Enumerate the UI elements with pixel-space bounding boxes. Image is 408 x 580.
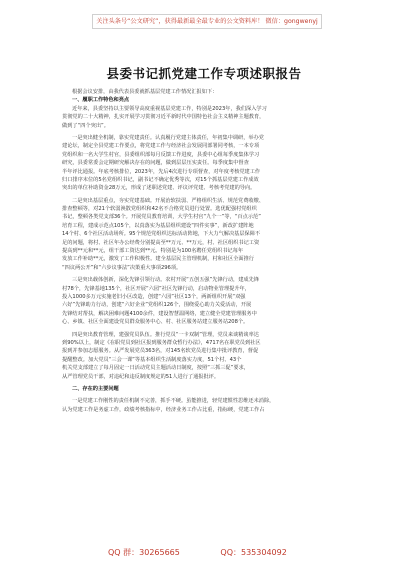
point-line: 足的问题，将村、社区年办公经费分别提高至**万元、**万元，村、社区组织书记工资 bbox=[62, 239, 260, 246]
point-line: “四议两公开”和“六步议事法”决策重大事项296项。 bbox=[62, 264, 182, 271]
point-line: 半年评比通报。年底考核排位，2023年，先后4次进行专项督查，对年度考核党建工作 bbox=[62, 168, 261, 175]
paragraph-line: 贯彻党的二十大精神，扎实开展学习贯彻习近平新时代中国特色社会主义精神主题教育， bbox=[62, 114, 265, 121]
point-line: 机关党支部建立了每月固定一日活动党员主题活动日制度，按照“三抓三促”要求， bbox=[62, 365, 249, 372]
point-line: 先锋结对帮扶，解决困难问题4100余件，建设智慧温网络，建立健全党建管理服务中 bbox=[62, 310, 257, 317]
document-title: 县委书记抓党建工作专项述职报告 bbox=[106, 66, 302, 81]
point-line: 六好”先锋助力行动，创建“六好企业”党组织126个，围绕爱心助力关爱活动，开展 bbox=[62, 302, 252, 309]
section-heading-1: 一、履职工作特色和亮点 bbox=[72, 97, 130, 104]
promo-banner[interactable]: 关注头条号“公文研究”，获得最新最全最专业的公文资料库！ 微信：gongwenyj bbox=[92, 14, 322, 29]
point-line: 从严管理党员干部，对违纪和违反制度规定的51人进行了通报批评。 bbox=[62, 373, 220, 380]
point-line: 到90%以上，制定《在职党员到社区报到服务群众暂行办法》，4717名在职党员到社区 bbox=[62, 339, 261, 346]
qq-group-text: QQ 群：30265665 bbox=[108, 548, 180, 557]
point-line: 建论坛，制定全县党建工作要点，将党建工作与经济社会发展同部署同考核，一本专项 bbox=[62, 143, 260, 150]
point-line: 二是突出基层重点，夯实党建基础。开展治软扶弱、严格组织生活、规范党费收缴、 bbox=[72, 197, 264, 204]
point-line: 研究，县委常委会定期研究解决存在的问题，做到层层压实责任。每季度集中督查 bbox=[62, 160, 249, 167]
paragraph-line: 近年来，县委坚持以主要领导高度重视基层党建工作，特别是2023年，我们深入学习 bbox=[72, 105, 267, 112]
point-line: 三是突出载体创新，深化先锋引领行动。农村开展“五创五强”先锋行动，建成先锋 bbox=[72, 277, 259, 284]
point-line: 排查整顿等，对21个软弱涣散党组织和42名不合格党员进行处置。选优配强村党组织 bbox=[62, 206, 257, 213]
point-line: 报到并参加志愿服务。从严发展党员363名，对145名软党员进行集中批评教育，督促 bbox=[62, 348, 259, 355]
point-line: 四是突出教育管理，建强党员队伍。推行党员“一卡双制”管理，党员来谈精谈率达 bbox=[72, 331, 259, 338]
point-line: 党组织和一名大学生村官，县委组织部每月反馈工作进度，县委中心组每季度集体学习 bbox=[62, 151, 260, 158]
document-body bbox=[62, 88, 348, 414]
point-line: 一是党建工作刚性的责任机制不完善，抓手不硬。虽能推进，轻党建惯性思维还未消除， bbox=[72, 398, 275, 405]
point-line: 突出的单位补助资金28万元，形成了述职述党建、评议评党建、考核考党建的导向。 bbox=[62, 185, 256, 192]
paragraph-line: 做到了“四个突出”。 bbox=[62, 122, 109, 129]
point-line: 认为党建工作是务虚工作，政绩考核指标中，经济业务工作占比重，指标硬，党建工作占 bbox=[62, 406, 265, 413]
point-line: 村78个，先锋基地135个，社区开展“六园”社区先锋行动，启动物业管理提升年， bbox=[62, 285, 250, 292]
point-line: 发放工作补助**元，激发了工作积极性。建全基层民主管理机制，村和社区全面推行 bbox=[62, 256, 254, 263]
qq-number-text: QQ：535304092 bbox=[220, 548, 287, 557]
point-line: 心、乡镇、社区全面建设党员群众服务中心、村、社区服务站建立服务站208个。 bbox=[62, 319, 249, 326]
point-line: 提醒整改。加大党员“三会一课”等基本组织生活制度落实力度，51个村、43个 bbox=[62, 356, 242, 363]
point-line: 书记，整顿各类党支部36个。开展党员教育培训，大学生村官“九个一”等，“百点示范” bbox=[62, 214, 261, 221]
point-line: 培育工程，建成示范点105个，以真落实为基层组织建设“四件实事”，新改扩建阵地 bbox=[62, 222, 254, 229]
point-line: 投入1000多万元实施老旧小区改造，创建“六园”社区13个，两新组织开展“双强 bbox=[62, 293, 246, 300]
point-line: 归口排序末位的5名党组织书记，副书记不确定优秀等次，对15个抓基层党建工作成效 bbox=[62, 176, 259, 183]
intro-paragraph: 根据会议安排，由我代表县委就抓基层党建工作情况汇报如下： bbox=[72, 89, 218, 95]
section-heading-2: 二、存在的主要问题 bbox=[72, 385, 119, 392]
contact-footer bbox=[108, 546, 318, 560]
point-line: 14个村、6个社区活动场所。95个规范党组织达标活动阵地，下大力气解决基层保障不 bbox=[62, 231, 261, 238]
point-line: 一是突出健全机制，靠实党建责任。认真履行党建主体责任，年初集中调研，举办党 bbox=[72, 134, 264, 141]
point-line: 提高到**元和**元，组干部工资达到**元。特别是为100名聘任党组织书记每年 bbox=[62, 248, 244, 255]
